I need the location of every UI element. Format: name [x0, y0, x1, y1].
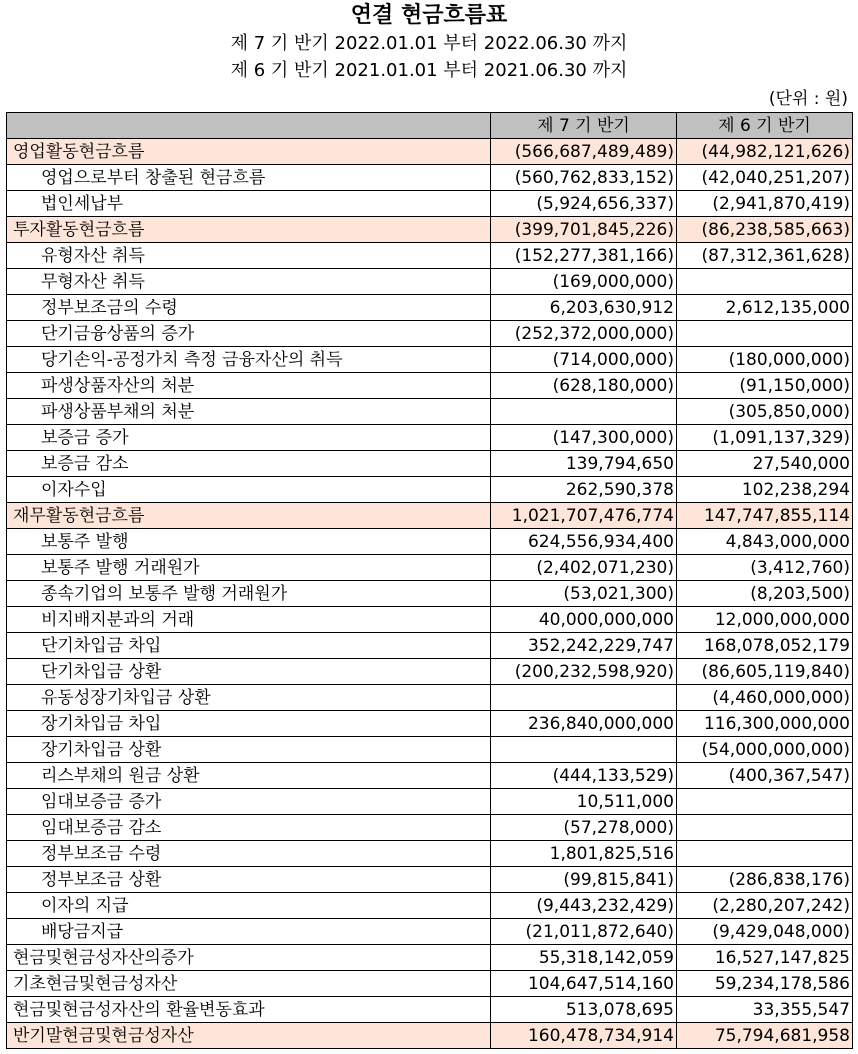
table-row: [7, 217, 853, 243]
table-row: [7, 971, 853, 997]
table-row: [7, 763, 853, 789]
row-label: 기초현금및현금성자산: [7, 971, 491, 997]
value-period-7: 1,801,825,516: [491, 841, 677, 867]
period-prior: 제 6 기 반기 2021.01.01 부터 2021.06.30 까지: [230, 60, 628, 81]
value-period-6: (305,850,000): [677, 399, 853, 425]
table-row: [7, 633, 853, 659]
row-label: 정부보조금 수령: [7, 841, 491, 867]
value-period-6: 27,540,000: [677, 451, 853, 477]
row-label: 장기차입금 차입: [7, 711, 491, 737]
row-label: 임대보증금 증가: [7, 789, 491, 815]
row-label: 유형자산 취득: [7, 243, 491, 269]
value-period-6: 147,747,855,114: [677, 503, 853, 529]
row-label: 영업으로부터 창출된 현금흐름: [7, 165, 491, 191]
header-period-7: 제 7 기 반기: [491, 113, 677, 139]
row-label: 투자활동현금흐름: [7, 217, 491, 243]
row-label: 단기차입금 상환: [7, 659, 491, 685]
value-period-7: 55,318,142,059: [491, 945, 677, 971]
row-label: 정부보조금의 수령: [7, 295, 491, 321]
row-label: 보통주 발행 거래원가: [7, 555, 491, 581]
value-period-6: (54,000,000,000): [677, 737, 853, 763]
row-label: 배당금지급: [7, 919, 491, 945]
row-label: 당기손익-공정가치 측정 금융자산의 취득: [7, 347, 491, 373]
value-period-6: (42,040,251,207): [677, 165, 853, 191]
table-header-row: [7, 113, 853, 139]
value-period-6: (4,460,000,000): [677, 685, 853, 711]
value-period-6: 102,238,294: [677, 477, 853, 503]
statement-title: 연결 현금흐름표: [350, 3, 508, 28]
value-period-6: 75,794,681,958: [677, 1023, 853, 1049]
row-label: 단기금융상품의 증가: [7, 321, 491, 347]
table-row: [7, 737, 853, 763]
table-row: [7, 919, 853, 945]
value-period-7: (399,701,845,226): [491, 217, 677, 243]
value-period-6: (180,000,000): [677, 347, 853, 373]
unit-label: (단위 : 원): [768, 89, 848, 109]
row-label: 종속기업의 보통주 발행 거래원가: [7, 581, 491, 607]
value-period-7: (5,924,656,337): [491, 191, 677, 217]
table-row: [7, 997, 853, 1023]
table-row: [7, 659, 853, 685]
value-period-7: [491, 685, 677, 711]
table-row: [7, 711, 853, 737]
value-period-6: (400,367,547): [677, 763, 853, 789]
header-label-column: [7, 113, 491, 139]
value-period-7: (628,180,000): [491, 373, 677, 399]
table-row: [7, 503, 853, 529]
row-label: 파생상품부채의 처분: [7, 399, 491, 425]
table-row: [7, 607, 853, 633]
value-period-7: (169,000,000): [491, 269, 677, 295]
value-period-6: 12,000,000,000: [677, 607, 853, 633]
value-period-6: (87,312,361,628): [677, 243, 853, 269]
value-period-7: 6,203,630,912: [491, 295, 677, 321]
table-row: [7, 581, 853, 607]
value-period-7: (53,021,300): [491, 581, 677, 607]
value-period-6: (86,605,119,840): [677, 659, 853, 685]
value-period-7: (560,762,833,152): [491, 165, 677, 191]
value-period-6: (91,150,000): [677, 373, 853, 399]
value-period-7: 352,242,229,747: [491, 633, 677, 659]
table-row: [7, 945, 853, 971]
value-period-6: (2,941,870,419): [677, 191, 853, 217]
row-label: 정부보조금 상환: [7, 867, 491, 893]
value-period-7: (566,687,489,489): [491, 139, 677, 165]
table-row: [7, 347, 853, 373]
row-label: 단기차입금 차입: [7, 633, 491, 659]
value-period-7: 139,794,650: [491, 451, 677, 477]
value-period-7: (200,232,598,920): [491, 659, 677, 685]
value-period-6: (1,091,137,329): [677, 425, 853, 451]
cash-flow-table: [6, 112, 853, 1049]
value-period-6: 33,355,547: [677, 997, 853, 1023]
row-label: 재무활동현금흐름: [7, 503, 491, 529]
value-period-7: 236,840,000,000: [491, 711, 677, 737]
row-label: 이자수입: [7, 477, 491, 503]
table-row: [7, 841, 853, 867]
value-period-6: (9,429,048,000): [677, 919, 853, 945]
table-row: [7, 243, 853, 269]
table-row: [7, 295, 853, 321]
table-row: [7, 789, 853, 815]
value-period-6: (44,982,121,626): [677, 139, 853, 165]
value-period-7: (21,011,872,640): [491, 919, 677, 945]
value-period-7: 160,478,734,914: [491, 1023, 677, 1049]
value-period-7: 104,647,514,160: [491, 971, 677, 997]
value-period-6: [677, 321, 853, 347]
value-period-7: (9,443,232,429): [491, 893, 677, 919]
table-row: [7, 139, 853, 165]
value-period-7: 624,556,934,400: [491, 529, 677, 555]
value-period-7: 262,590,378: [491, 477, 677, 503]
row-label: 장기차입금 상환: [7, 737, 491, 763]
value-period-6: (86,238,585,663): [677, 217, 853, 243]
value-period-7: (152,277,381,166): [491, 243, 677, 269]
row-label: 반기말현금및현금성자산: [7, 1023, 491, 1049]
value-period-7: (147,300,000): [491, 425, 677, 451]
row-label: 리스부채의 원금 상환: [7, 763, 491, 789]
table-row: [7, 269, 853, 295]
value-period-6: 4,843,000,000: [677, 529, 853, 555]
value-period-7: (99,815,841): [491, 867, 677, 893]
value-period-7: 1,021,707,476,774: [491, 503, 677, 529]
table-row: [7, 425, 853, 451]
value-period-7: 10,511,000: [491, 789, 677, 815]
header-period-6: 제 6 기 반기: [677, 113, 853, 139]
value-period-7: 513,078,695: [491, 997, 677, 1023]
value-period-6: [677, 269, 853, 295]
value-period-6: 168,078,052,179: [677, 633, 853, 659]
value-period-7: (2,402,071,230): [491, 555, 677, 581]
value-period-7: 40,000,000,000: [491, 607, 677, 633]
value-period-7: (57,278,000): [491, 815, 677, 841]
table-row: [7, 685, 853, 711]
value-period-6: 2,612,135,000: [677, 295, 853, 321]
table-row: [7, 451, 853, 477]
value-period-7: (252,372,000,000): [491, 321, 677, 347]
value-period-6: (8,203,500): [677, 581, 853, 607]
value-period-6: 59,234,178,586: [677, 971, 853, 997]
value-period-7: [491, 737, 677, 763]
value-period-6: (3,412,760): [677, 555, 853, 581]
table-row: [7, 373, 853, 399]
period-current: 제 7 기 반기 2022.01.01 부터 2022.06.30 까지: [230, 33, 628, 54]
row-label: 임대보증금 감소: [7, 815, 491, 841]
row-label: 영업활동현금흐름: [7, 139, 491, 165]
row-label: 현금및현금성자산의증가: [7, 945, 491, 971]
value-period-7: (444,133,529): [491, 763, 677, 789]
value-period-6: [677, 789, 853, 815]
table-row: [7, 555, 853, 581]
table-row: [7, 477, 853, 503]
value-period-6: (2,280,207,242): [677, 893, 853, 919]
row-label: 법인세납부: [7, 191, 491, 217]
value-period-6: [677, 841, 853, 867]
row-label: 보통주 발행: [7, 529, 491, 555]
row-label: 보증금 감소: [7, 451, 491, 477]
row-label: 유동성장기차입금 상환: [7, 685, 491, 711]
value-period-6: 16,527,147,825: [677, 945, 853, 971]
row-label: 파생상품자산의 처분: [7, 373, 491, 399]
table-row: [7, 191, 853, 217]
value-period-7: (714,000,000): [491, 347, 677, 373]
row-label: 이자의 지급: [7, 893, 491, 919]
table-row: [7, 815, 853, 841]
table-row: [7, 1023, 853, 1049]
table-row: [7, 321, 853, 347]
row-label: 비지배지분과의 거래: [7, 607, 491, 633]
table-body: [7, 139, 853, 1049]
row-label: 현금및현금성자산의 환율변동효과: [7, 997, 491, 1023]
row-label: 무형자산 취득: [7, 269, 491, 295]
table-row: [7, 867, 853, 893]
value-period-6: (286,838,176): [677, 867, 853, 893]
table-row: [7, 893, 853, 919]
value-period-7: [491, 399, 677, 425]
table-row: [7, 529, 853, 555]
row-label: 보증금 증가: [7, 425, 491, 451]
table-row: [7, 165, 853, 191]
value-period-6: 116,300,000,000: [677, 711, 853, 737]
table-row: [7, 399, 853, 425]
value-period-6: [677, 815, 853, 841]
